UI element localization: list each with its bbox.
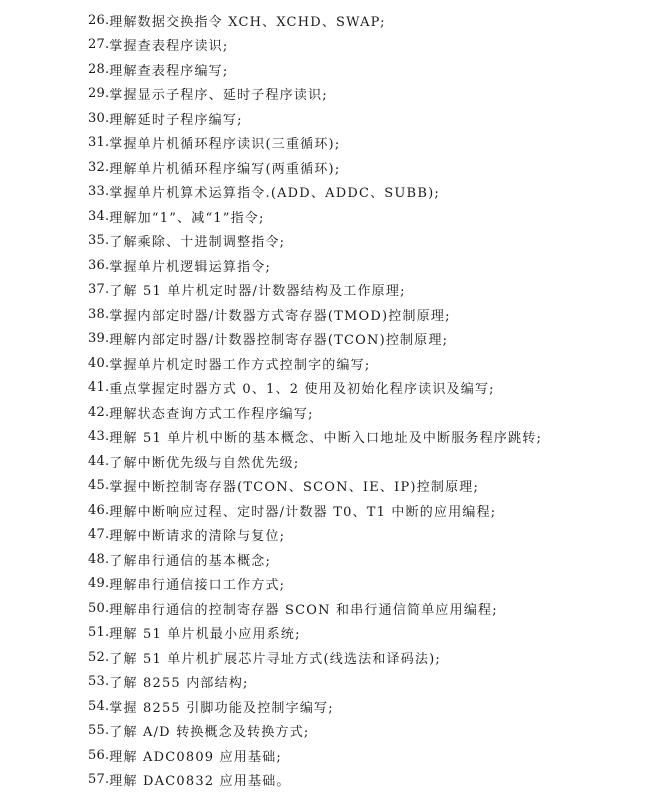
item-number: 26. bbox=[88, 12, 110, 28]
list-item bbox=[88, 204, 542, 229]
item-text: 理解串行通信接口工作方式; bbox=[109, 578, 286, 594]
item-text: 掌握中断控制寄存器(TCON、SCON、IE、IP)控制原理; bbox=[109, 480, 480, 496]
list-item bbox=[88, 82, 542, 107]
item-text: 理解内部定时器/计数器控制寄存器(TCON)控制原理; bbox=[109, 333, 449, 349]
item-text: 理解 DAC0832 应用基础。 bbox=[109, 774, 291, 790]
item-text: 理解中断请求的清除与复位; bbox=[109, 529, 286, 545]
list-item bbox=[88, 596, 542, 621]
item-number: 41. bbox=[88, 380, 110, 396]
item-number: 27. bbox=[88, 37, 110, 53]
list-item bbox=[88, 131, 542, 156]
item-number: 52. bbox=[88, 649, 110, 665]
item-text: 理解串行通信的控制寄存器 SCON 和串行通信简单应用编程; bbox=[109, 602, 498, 618]
item-number: 50. bbox=[88, 600, 110, 616]
item-text: 掌握 8255 引脚功能及控制字编写; bbox=[109, 700, 334, 716]
list-item bbox=[88, 57, 542, 82]
list-item bbox=[88, 229, 542, 254]
item-number: 48. bbox=[88, 551, 110, 567]
item-number: 45. bbox=[88, 478, 110, 494]
item-number: 44. bbox=[88, 453, 110, 469]
item-text: 了解 51 单片机扩展芯片寻址方式(线选法和译码法); bbox=[109, 651, 442, 667]
item-text: 掌握单片机逻辑运算指令; bbox=[109, 259, 272, 275]
list-item bbox=[88, 498, 542, 523]
item-text: 掌握查表程序读识; bbox=[109, 39, 229, 55]
item-number: 49. bbox=[88, 576, 110, 592]
list-item bbox=[88, 474, 542, 499]
item-text: 理解查表程序编写; bbox=[109, 63, 229, 79]
list-item bbox=[88, 351, 542, 376]
item-number: 40. bbox=[88, 355, 110, 371]
item-number: 37. bbox=[88, 282, 110, 298]
item-text: 理解 ADC0809 应用基础; bbox=[109, 749, 282, 765]
list-item bbox=[88, 694, 542, 719]
list-item bbox=[88, 8, 542, 33]
item-number: 46. bbox=[88, 502, 110, 518]
item-text: 了解 51 单片机定时器/计数器结构及工作原理; bbox=[109, 284, 406, 300]
item-number: 35. bbox=[88, 233, 110, 249]
item-number: 34. bbox=[88, 208, 110, 224]
item-number: 51. bbox=[88, 625, 110, 641]
item-number: 54. bbox=[88, 698, 110, 714]
item-text: 理解 51 单片机中断的基本概念、中断入口地址及中断服务程序跳转; bbox=[109, 431, 543, 447]
list-item bbox=[88, 376, 542, 401]
item-number: 31. bbox=[88, 135, 110, 151]
list-item bbox=[88, 155, 542, 180]
item-text: 掌握显示子程序、延时子程序读识; bbox=[109, 88, 328, 104]
item-number: 36. bbox=[88, 257, 110, 273]
list-item bbox=[88, 449, 542, 474]
item-number: 43. bbox=[88, 429, 110, 445]
list-item bbox=[88, 106, 542, 131]
list-item bbox=[88, 278, 542, 303]
item-text: 理解状态查询方式工作程序编写; bbox=[109, 406, 314, 422]
list-item bbox=[88, 572, 542, 597]
item-text: 掌握单片机循环程序读识(三重循环); bbox=[109, 137, 341, 153]
item-number: 28. bbox=[88, 61, 110, 77]
item-number: 32. bbox=[88, 159, 110, 175]
list-item bbox=[88, 302, 542, 327]
item-text: 了解串行通信的基本概念; bbox=[109, 553, 272, 569]
item-text: 了解 8255 内部结构; bbox=[109, 676, 249, 692]
item-text: 掌握内部定时器/计数器方式寄存器(TMOD)控制原理; bbox=[109, 308, 451, 324]
item-text: 理解延时子程序编写; bbox=[109, 112, 243, 128]
item-text: 理解 51 单片机最小应用系统; bbox=[109, 627, 301, 643]
item-text: 理解数据交换指令 XCH、XCHD、SWAP; bbox=[109, 14, 386, 30]
item-text: 重点掌握定时器方式 0、1、2 使用及初始化程序读识及编写; bbox=[109, 382, 495, 398]
item-text: 理解中断响应过程、定时器/计数器 T0、T1 中断的应用编程; bbox=[109, 504, 497, 520]
list-item bbox=[88, 645, 542, 670]
item-number: 39. bbox=[88, 331, 110, 347]
list-item bbox=[88, 743, 542, 768]
list-item bbox=[88, 400, 542, 425]
list-item bbox=[88, 327, 542, 352]
list-item bbox=[88, 768, 542, 792]
item-number: 47. bbox=[88, 527, 110, 543]
item-text: 了解中断优先级与自然优先级; bbox=[109, 455, 300, 471]
item-number: 33. bbox=[88, 184, 110, 200]
item-text: 了解乘除、十进制调整指令; bbox=[109, 235, 286, 251]
item-number: 42. bbox=[88, 404, 110, 420]
item-number: 57. bbox=[88, 772, 110, 788]
item-number: 30. bbox=[88, 110, 110, 126]
item-number: 53. bbox=[88, 674, 110, 690]
list-item bbox=[88, 253, 542, 278]
requirement-list bbox=[88, 8, 542, 792]
list-item bbox=[88, 523, 542, 548]
item-number: 38. bbox=[88, 306, 110, 322]
list-item bbox=[88, 180, 542, 205]
list-item bbox=[88, 719, 542, 744]
item-number: 56. bbox=[88, 747, 110, 763]
list-item bbox=[88, 547, 542, 572]
list-item bbox=[88, 425, 542, 450]
list-item bbox=[88, 670, 542, 695]
list-item bbox=[88, 33, 542, 58]
list-item bbox=[88, 621, 542, 646]
item-text: 理解加“1”、减“1”指令; bbox=[109, 210, 265, 226]
item-text: 掌握单片机算术运算指令.(ADD、ADDC、SUBB); bbox=[109, 186, 440, 202]
item-number: 29. bbox=[88, 86, 110, 102]
item-text: 理解单片机循环程序编写(两重循环); bbox=[109, 161, 341, 177]
item-text: 掌握单片机定时器工作方式控制字的编写; bbox=[109, 357, 371, 373]
item-number: 55. bbox=[88, 723, 110, 739]
item-text: 了解 A/D 转换概念及转换方式; bbox=[109, 725, 310, 741]
